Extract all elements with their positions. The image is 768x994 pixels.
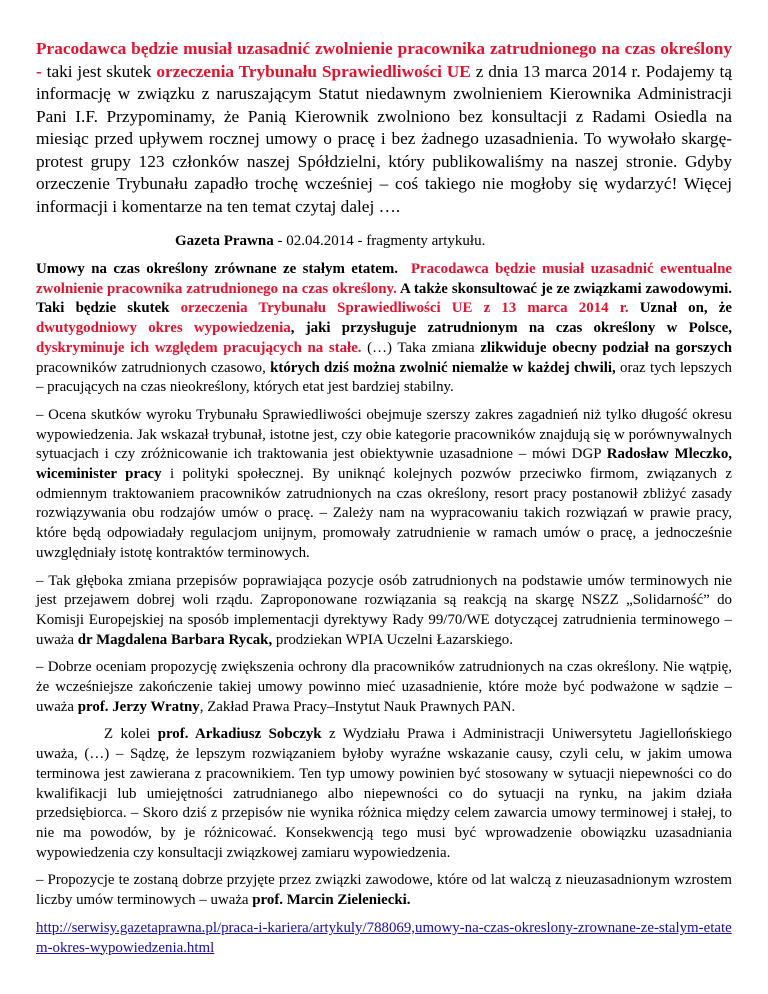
paragraph-text: – Ocena skutków wyroku Trybunału Sprawiedliwości obejmuje szerszy zakres zagadnień niż tylko długość okresu wypowiedzenia. Jak wskazał trybunał, istotne jest, czy obie kategorie pracowników znajdują się w porównywalnych sytuacjach i czy zróżnicowanie ich traktowania jest obiektywnie uzasadnione – mówi DGP xyxy=(36,406,732,463)
quoted-person-mleczko: Radosław Mleczko, wiceminister pracy xyxy=(36,446,733,483)
article-paragraph-zieleniecki xyxy=(36,871,732,910)
article-lead-highlight-2: orzeczenia Trybunału Sprawiedliwości UE z 13 marca 2014 r. xyxy=(180,300,629,317)
paragraph-text: , Zakład Prawa Pracy–Instytut Nauk Prawnych PAN. xyxy=(199,698,516,715)
paragraph-text: Z kolei xyxy=(104,726,158,743)
source-line xyxy=(175,233,732,250)
paragraph-text: prodziekan WPIA Uczelni Łazarskiego. xyxy=(272,631,513,648)
source-link-line xyxy=(36,919,732,958)
intro-text: taki jest skutek xyxy=(46,61,157,81)
article-lead-bold-5: których dziś można zwolnić niemalże w każdej chwili, xyxy=(270,359,616,376)
paragraph-text: i polityki społecznej. By uniknąć kolejnych pozwów przeciwko firmom, związanych z odmiennym traktowaniem pracowników zatrudnionych na czas określony, resort pracy postanowił zbliżyć zasady rozwiązywania obu rodzajów umów o pracę. – Zależy nam na wypracowaniu takich rozwiązań w prawie pracy, które będą odpowiadały regulacjom unijnym, promowały zatrudnienie w ramach umów o pracę, a jednocześnie uwzględniały istotę kontraktów terminowych. xyxy=(36,466,733,561)
quoted-person-zieleniecki: prof. Marcin Zieleniecki. xyxy=(252,892,411,909)
quoted-person-rycak: dr Magdalena Barbara Rycak, xyxy=(77,631,273,648)
paragraph-text: – Dobrze oceniam propozycję zwiększenia ochrony dla pracowników zatrudnionych na czas określony. Nie wątpię, że wcześniejsze zakończenie takiej umowy powinno mieć uzasadnienie, które może być podważone w sądzie –uważa xyxy=(36,659,732,715)
article-source-link[interactable]: http://serwisy.gazetaprawna.pl/praca-i-kariera/artykuly/788069,umowy-na-czas-okreslony-zrownane-ze-stalym-etatem-okres-wypowiedzenia.html xyxy=(36,919,732,956)
paragraph-text: z Wydziału Prawa i Administracji Uniwersytetu Jagiellońskiego uważa, (…) – Sądzę, że lepszym rozwiązaniem byłoby wyraźne wskazanie causy, czyli celu, w jakim umowa terminowa jest zawierana z pracownikiem. Ten typ umowy powinien być stosowany w sytuacji niepewności co do kwalifikacji lub umiejętności zatrudnianego albo niepewności co do sytuacji na rynku, na jakim działa przedsiębiorca. – Skoro dziś z przepisów nie wynika różnica między celem zawarcia umowy terminowej i stałej, to nie ma powodów, by je różnicować. Konsekwencją tego musi być wprowadzenie obowiązku uzasadniania wypowiedzenia czy konsultacji związkowej zamiaru wypowiedzenia. xyxy=(36,726,732,861)
intro-headline: Pracodawca będzie musiał uzasadnić zwolnienie pracownika zatrudnionego na czas określony - xyxy=(36,39,732,81)
source-name: Gazeta Prawna xyxy=(175,233,274,249)
article-lead-text-2: pracowników zatrudnionych czasowo, xyxy=(36,359,271,376)
article-lead-highlight-3: dwutygodniowy okres wypowiedzenia xyxy=(36,320,291,337)
article-paragraph-sobczyk xyxy=(36,725,732,863)
article-lead-paragraph xyxy=(36,260,732,398)
article-paragraph-mleczko xyxy=(36,406,732,564)
intro-paragraph xyxy=(36,38,732,218)
article-lead-title: Umowy na czas określony zrównane ze stałym etatem. xyxy=(36,261,399,277)
article-lead-bold-3: , jaki przysługuje zatrudnionym na czas określony w Polsce, xyxy=(290,320,732,337)
intro-highlight-ruling: orzeczenia Trybunału Sprawiedliwości UE xyxy=(156,61,471,81)
source-date: - 02.04.2014 - fragmenty artykułu. xyxy=(273,233,486,249)
intro-text-rest: z dnia 13 marca 2014 r. Podajemy tą informację w związku z naruszającym Statut niedawnym zwolnieniem Kierownika Administracji Pani I.F. Przypominamy, że Panią Kierownik zwolniono bez konsultacji z Radami Osiedla na miesiąc przed upływem rocznej umowy o pracę i bez żadnego uzasadnienia. To wywołało skargę-protest grupy 123 członków naszej Spółdzielni, który publikowaliśmy na naszej stronie. Gdyby orzeczenie Trybunału zapadło trochę wcześniej – coś takiego nie mogłoby się wydarzyć! Więcej informacji i komentarze na ten temat czytaj dalej …. xyxy=(36,61,733,216)
article-lead-bold-4: zlikwiduje obecny podział na gorszych xyxy=(480,339,732,356)
quoted-person-sobczyk: prof. Arkadiusz Sobczyk xyxy=(157,726,322,743)
article-lead-bold-1: A także skonsultować je ze związkami zawodowymi. Taki będzie skutek xyxy=(36,280,732,317)
article-paragraph-rycak xyxy=(36,572,732,651)
article-paragraph-wratny xyxy=(36,658,732,717)
quoted-person-wratny: prof. Jerzy Wratny xyxy=(77,698,200,715)
article-lead-highlight-1: Pracodawca będzie musiał uzasadnić ewentualne zwolnienie pracownika zatrudnionego na czas określony. xyxy=(36,261,732,297)
article-lead-text-1: (…) Taka zmiana xyxy=(361,339,481,356)
article-lead-text-3: oraz tych lepszych – pracujących na czas nieokreślony, których etat jest bardziej stabilny. xyxy=(36,359,732,396)
article-lead-highlight-4: dyskryminuje ich względem pracujących na stałe. xyxy=(36,339,362,356)
document-page xyxy=(36,38,732,958)
paragraph-text: – Tak głęboka zmiana przepisów poprawiająca pozycje osób zatrudnionych na podstawie umów terminowych nie jest przejawem dobrej woli rządu. Zaproponowane rozwiązania są reakcją na skargę NSZZ „Solidarność” do Komisji Europejskiej na sposób implementacji dyrektywy Rady 99/70/WE dotyczącej zatrudnienia terminowego – uważa xyxy=(36,572,732,648)
paragraph-text: – Propozycje te zostaną dobrze przyjęte przez związki zawodowe, które od lat walczą z nieuzasadnionym wzrostem liczby umów terminowych – uważa xyxy=(36,872,732,909)
article-lead-bold-2: Uznał on, że xyxy=(628,300,732,317)
